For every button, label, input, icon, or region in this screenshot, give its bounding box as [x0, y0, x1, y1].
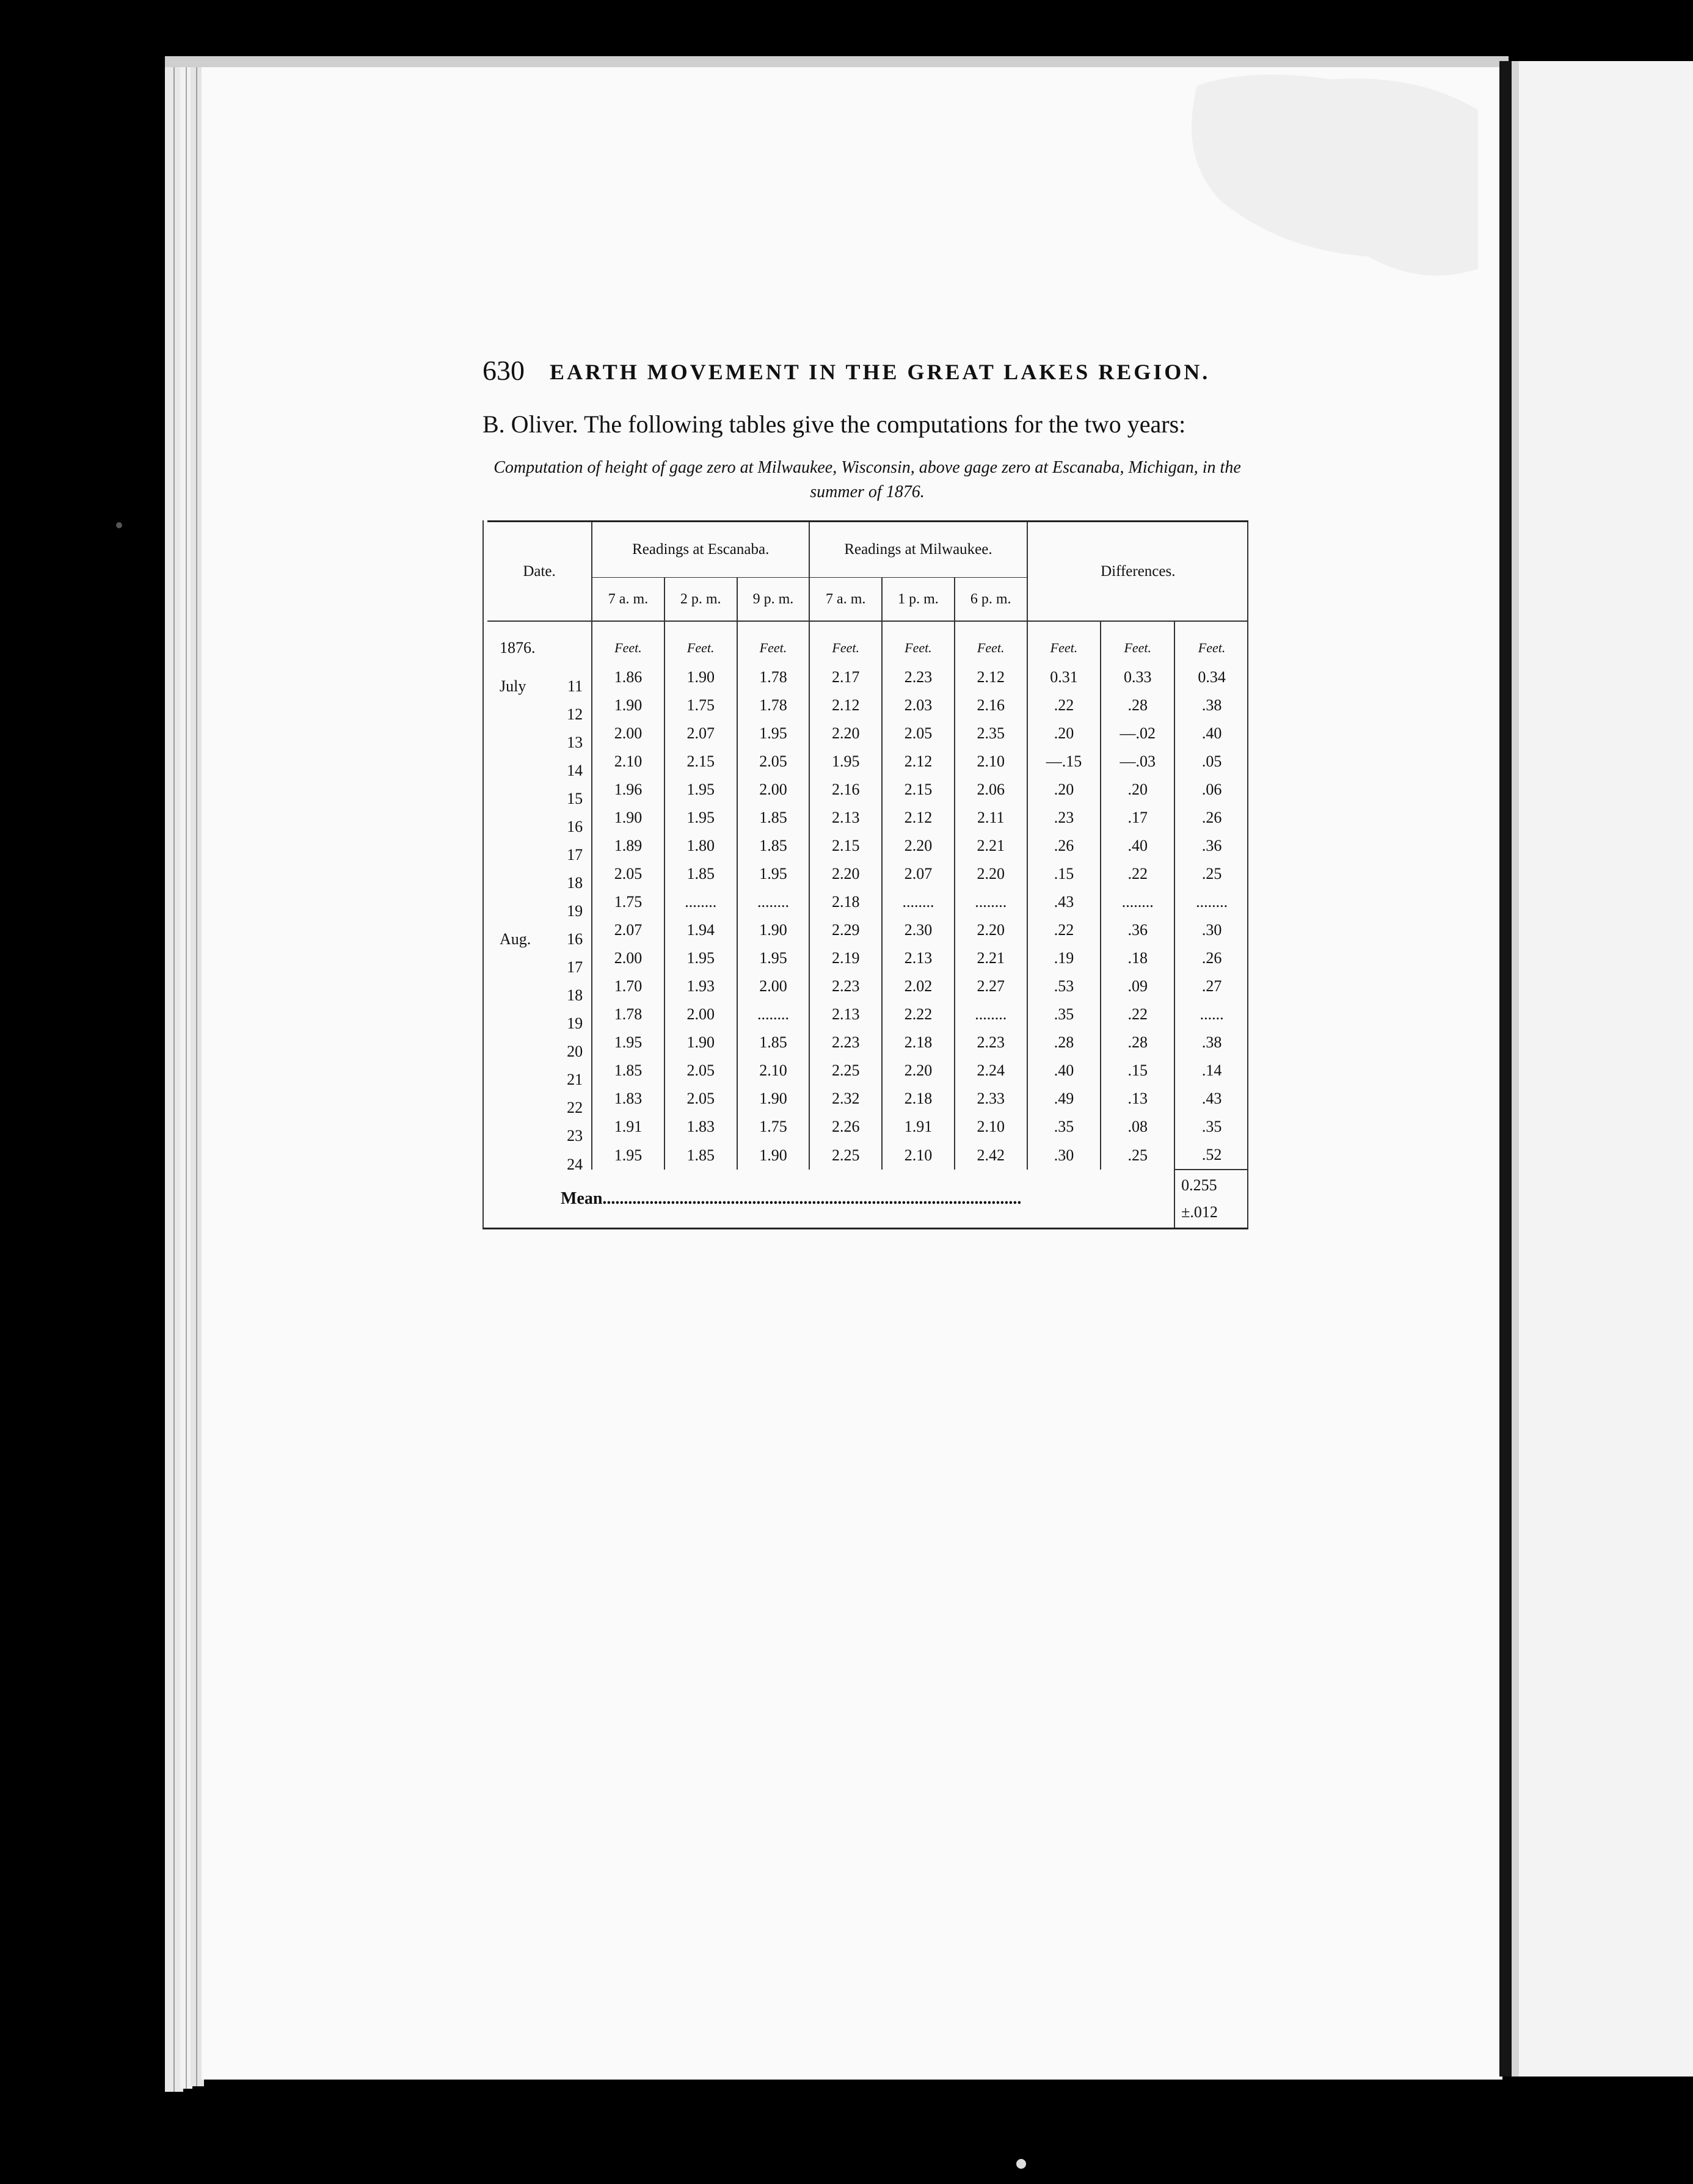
date-cell	[487, 1085, 592, 1116]
value-cell: 1.75	[592, 888, 664, 916]
value-cell: 1.75	[737, 1113, 810, 1141]
value-cell: .43	[1174, 1085, 1248, 1113]
value-cell: 1.93	[664, 972, 737, 1000]
value-cell: .09	[1101, 972, 1174, 1000]
value-cell: 1.95	[664, 944, 737, 972]
value-cell: 2.05	[664, 1057, 737, 1085]
value-cell: .38	[1174, 1028, 1248, 1057]
value-cell: 1.90	[737, 916, 810, 944]
value-cell: 2.23	[955, 1028, 1027, 1057]
value-cell: 1.85	[664, 1141, 737, 1170]
table-row	[487, 691, 1248, 719]
table-row	[487, 719, 1248, 748]
value-cell: 1.80	[664, 832, 737, 860]
value-cell: 1.89	[592, 832, 664, 860]
value-cell: 1.75	[664, 691, 737, 719]
value-cell: 1.95	[664, 804, 737, 832]
value-cell: 2.32	[809, 1085, 882, 1113]
differences-group-header: Differences.	[1027, 522, 1248, 622]
value-cell: 1.90	[664, 1028, 737, 1057]
value-cell: 2.18	[882, 1028, 955, 1057]
table-row	[487, 663, 1248, 691]
value-cell: 2.00	[737, 972, 810, 1000]
value-cell: —.03	[1101, 748, 1174, 776]
value-cell: 1.78	[737, 663, 810, 691]
col-header: 7 a. m.	[592, 578, 664, 622]
value-cell: .19	[1027, 944, 1101, 972]
value-cell: .53	[1027, 972, 1101, 1000]
mean-row	[487, 1170, 1248, 1228]
value-cell: 1.90	[592, 804, 664, 832]
date-cell	[487, 1000, 592, 1032]
value-cell: .06	[1174, 776, 1248, 804]
date-cell	[487, 1141, 592, 1173]
value-cell: 2.02	[882, 972, 955, 1000]
escanaba-group-header: Readings at Escanaba.	[592, 522, 809, 578]
value-cell: 2.26	[809, 1113, 882, 1141]
value-cell: .36	[1174, 832, 1248, 860]
value-cell: 2.27	[955, 972, 1027, 1000]
value-cell: 2.25	[809, 1141, 882, 1170]
value-cell: 2.29	[809, 916, 882, 944]
table-row	[487, 1000, 1248, 1028]
day-label: 19	[567, 902, 583, 920]
value-cell: 1.90	[737, 1085, 810, 1113]
value-cell: 1.78	[737, 691, 810, 719]
value-cell: 0.31	[1027, 663, 1101, 691]
value-cell: —.02	[1101, 719, 1174, 748]
table-row	[487, 888, 1248, 916]
day-label: 16	[567, 818, 583, 835]
value-cell: 1.86	[592, 663, 664, 691]
page-number: 630	[482, 355, 525, 386]
table-row	[487, 1057, 1248, 1085]
value-cell: 2.20	[955, 860, 1027, 888]
book-page	[482, 354, 1252, 1229]
date-cell	[487, 944, 592, 976]
value-cell: 2.06	[955, 776, 1027, 804]
value-cell: 1.91	[592, 1113, 664, 1141]
value-cell: 2.07	[882, 860, 955, 888]
value-cell: .30	[1174, 916, 1248, 944]
value-cell: 2.13	[809, 804, 882, 832]
value-cell: .26	[1174, 804, 1248, 832]
value-cell: 2.10	[737, 1057, 810, 1085]
day-label: 24	[567, 1155, 583, 1173]
value-cell: 2.10	[882, 1141, 955, 1170]
value-cell: 2.20	[809, 719, 882, 748]
value-cell: 2.10	[592, 748, 664, 776]
mean-values	[1174, 1170, 1248, 1228]
day-label: 16	[567, 930, 583, 948]
value-cell: .26	[1027, 832, 1101, 860]
value-cell: 2.23	[809, 1028, 882, 1057]
value-cell: 2.12	[882, 748, 955, 776]
value-cell: 2.33	[955, 1085, 1027, 1113]
value-cell: 0.33	[1101, 663, 1174, 691]
day-label: 17	[567, 958, 583, 976]
value-cell: .22	[1101, 860, 1174, 888]
value-cell: .14	[1174, 1057, 1248, 1085]
day-label: 18	[567, 986, 583, 1004]
value-cell: 2.17	[809, 663, 882, 691]
col-header: 7 a. m.	[809, 578, 882, 622]
value-cell: 2.30	[882, 916, 955, 944]
value-cell: 2.20	[809, 860, 882, 888]
day-label: 13	[567, 733, 583, 751]
table-row	[487, 832, 1248, 860]
value-cell: 2.00	[737, 776, 810, 804]
unit-label: Feet.	[664, 621, 737, 663]
value-cell: .05	[1174, 748, 1248, 776]
unit-label: Feet.	[809, 621, 882, 663]
value-cell: .40	[1101, 832, 1174, 860]
value-cell: 2.15	[664, 748, 737, 776]
value-cell: 2.00	[592, 944, 664, 972]
table-row	[487, 804, 1248, 832]
day-label: 17	[567, 846, 583, 864]
value-cell: .08	[1101, 1113, 1174, 1141]
value-cell: .28	[1101, 691, 1174, 719]
value-cell: 2.19	[809, 944, 882, 972]
value-cell: .15	[1027, 860, 1101, 888]
day-label: 14	[567, 762, 583, 779]
date-cell	[487, 1028, 592, 1060]
value-cell: .22	[1027, 691, 1101, 719]
day-label: 11	[567, 677, 583, 695]
unit-label: Feet.	[1027, 621, 1101, 663]
value-cell: 1.85	[737, 832, 810, 860]
mean-label: Mean..................................................................................................	[561, 1188, 1022, 1208]
value-cell: .35	[1027, 1113, 1101, 1141]
date-header: Date.	[487, 522, 592, 622]
value-cell: 2.07	[664, 719, 737, 748]
value-cell: ........	[737, 888, 810, 916]
unit-label: Feet.	[882, 621, 955, 663]
col-header: 1 p. m.	[882, 578, 955, 622]
day-label: 12	[567, 705, 583, 723]
value-cell: ........	[1174, 888, 1248, 916]
value-cell: 0.34	[1174, 663, 1248, 691]
value-cell: 1.95	[737, 719, 810, 748]
value-cell: .20	[1027, 776, 1101, 804]
value-cell: 1.95	[737, 860, 810, 888]
value-cell: ........	[737, 1000, 810, 1028]
value-cell: .20	[1027, 719, 1101, 748]
value-cell: 1.95	[737, 944, 810, 972]
table-row	[487, 748, 1248, 776]
value-cell: 2.13	[882, 944, 955, 972]
value-cell: .35	[1174, 1113, 1248, 1141]
month-label: July	[500, 677, 526, 695]
value-cell: 1.85	[737, 804, 810, 832]
value-cell: 2.20	[955, 916, 1027, 944]
day-label: 21	[567, 1071, 583, 1088]
milwaukee-group-header: Readings at Milwaukee.	[809, 522, 1027, 578]
value-cell: 1.85	[664, 860, 737, 888]
value-cell: ........	[955, 888, 1027, 916]
value-cell: 2.18	[809, 888, 882, 916]
value-cell: 2.15	[809, 832, 882, 860]
table-row	[487, 944, 1248, 972]
value-cell: .52	[1174, 1141, 1248, 1170]
col-header: 9 p. m.	[737, 578, 810, 622]
value-cell: 2.23	[809, 972, 882, 1000]
value-cell: 2.22	[882, 1000, 955, 1028]
value-cell: 2.18	[882, 1085, 955, 1113]
date-cell	[487, 1113, 592, 1145]
running-head: EARTH MOVEMENT IN THE GREAT LAKES REGION.	[550, 360, 1211, 384]
table-row	[487, 860, 1248, 888]
table-row	[487, 1085, 1248, 1113]
value-cell: 1.85	[737, 1028, 810, 1057]
value-cell: 2.24	[955, 1057, 1027, 1085]
mean-value: 0.255	[1181, 1176, 1217, 1194]
value-cell: .38	[1174, 691, 1248, 719]
value-cell: .30	[1027, 1141, 1101, 1170]
table-row	[487, 916, 1248, 944]
value-cell: 2.20	[882, 1057, 955, 1085]
table-row	[487, 1141, 1248, 1170]
value-cell: .40	[1174, 719, 1248, 748]
value-cell: 2.15	[882, 776, 955, 804]
value-cell: .26	[1174, 944, 1248, 972]
value-cell: 1.70	[592, 972, 664, 1000]
value-cell: —.15	[1027, 748, 1101, 776]
value-cell: 1.85	[592, 1057, 664, 1085]
value-cell: 2.16	[955, 691, 1027, 719]
unit-label: Feet.	[955, 621, 1027, 663]
value-cell: 2.05	[737, 748, 810, 776]
date-cell	[487, 916, 592, 948]
page-header	[482, 354, 1252, 403]
date-cell	[487, 1057, 592, 1088]
unit-label: Feet.	[737, 621, 810, 663]
table-frame	[482, 520, 1248, 1229]
value-cell: 1.90	[737, 1141, 810, 1170]
value-cell: .13	[1101, 1085, 1174, 1113]
value-cell: 2.23	[882, 663, 955, 691]
value-cell: 2.07	[592, 916, 664, 944]
value-cell: .17	[1101, 804, 1174, 832]
header-row-groups	[487, 522, 1248, 578]
value-cell: .20	[1101, 776, 1174, 804]
value-cell: .22	[1027, 916, 1101, 944]
value-cell: 2.03	[882, 691, 955, 719]
mean-error: ±.012	[1181, 1203, 1218, 1221]
unit-label: Feet.	[1174, 621, 1248, 663]
value-cell: 1.83	[592, 1085, 664, 1113]
unit-row	[487, 621, 1248, 663]
value-cell: 2.11	[955, 804, 1027, 832]
value-cell: 1.95	[592, 1028, 664, 1057]
unit-label: Feet.	[592, 621, 664, 663]
date-cell	[487, 888, 592, 920]
day-label: 23	[567, 1127, 583, 1145]
value-cell: 1.95	[592, 1141, 664, 1170]
value-cell: 2.12	[882, 804, 955, 832]
value-cell: ........	[955, 1000, 1027, 1028]
value-cell: .25	[1174, 860, 1248, 888]
date-cell	[487, 776, 592, 807]
value-cell: .22	[1101, 1000, 1174, 1028]
date-cell	[487, 691, 592, 723]
value-cell: ........	[1101, 888, 1174, 916]
value-cell: 2.12	[955, 663, 1027, 691]
value-cell: 1.95	[664, 776, 737, 804]
value-cell: 1.95	[809, 748, 882, 776]
unit-label: Feet.	[1101, 621, 1174, 663]
table-caption: Computation of height of gage zero at Milwaukee, Wisconsin, above gage zero at Escanaba, Michigan, in the summer of 1876.	[493, 458, 1241, 501]
year-label: 1876.	[500, 639, 536, 657]
date-cell	[487, 832, 592, 864]
month-label: Aug.	[500, 930, 531, 948]
value-cell: 1.91	[882, 1113, 955, 1141]
value-cell: .40	[1027, 1057, 1101, 1085]
data-table	[487, 520, 1248, 1228]
value-cell: .35	[1027, 1000, 1101, 1028]
value-cell: 2.42	[955, 1141, 1027, 1170]
table-row	[487, 776, 1248, 804]
value-cell: .25	[1101, 1141, 1174, 1170]
value-cell: 2.13	[809, 1000, 882, 1028]
value-cell: .23	[1027, 804, 1101, 832]
table-body	[487, 663, 1248, 1173]
day-label: 18	[567, 874, 583, 892]
value-cell: 2.05	[592, 860, 664, 888]
intro-paragraph: B. Oliver. The following tables give the computations for the two years:	[482, 410, 1186, 438]
table-row	[487, 1028, 1248, 1057]
value-cell: 2.21	[955, 944, 1027, 972]
value-cell: 2.05	[882, 719, 955, 748]
day-label: 19	[567, 1014, 583, 1032]
value-cell: ........	[882, 888, 955, 916]
value-cell: ......	[1174, 1000, 1248, 1028]
value-cell: 2.12	[809, 691, 882, 719]
col-header: 2 p. m.	[664, 578, 737, 622]
date-cell	[487, 804, 592, 835]
value-cell: 2.00	[664, 1000, 737, 1028]
value-cell: 2.25	[809, 1057, 882, 1085]
value-cell: 2.00	[592, 719, 664, 748]
value-cell: 1.94	[664, 916, 737, 944]
value-cell: 1.90	[664, 663, 737, 691]
value-cell: .18	[1101, 944, 1174, 972]
value-cell: .15	[1101, 1057, 1174, 1085]
day-label: 20	[567, 1043, 583, 1060]
table-row	[487, 1113, 1248, 1141]
value-cell: 2.16	[809, 776, 882, 804]
date-cell	[487, 663, 592, 695]
col-header: 6 p. m.	[955, 578, 1027, 622]
value-cell: 1.96	[592, 776, 664, 804]
value-cell: 2.20	[882, 832, 955, 860]
value-cell: 1.90	[592, 691, 664, 719]
value-cell: 2.10	[955, 1113, 1027, 1141]
date-cell	[487, 972, 592, 1004]
table-row	[487, 972, 1248, 1000]
day-label: 15	[567, 790, 583, 807]
date-cell	[487, 860, 592, 892]
date-cell	[487, 748, 592, 779]
value-cell: 1.83	[664, 1113, 737, 1141]
value-cell: .36	[1101, 916, 1174, 944]
value-cell: 2.21	[955, 832, 1027, 860]
value-cell: .43	[1027, 888, 1101, 916]
value-cell: 2.05	[664, 1085, 737, 1113]
value-cell: ........	[664, 888, 737, 916]
value-cell: .49	[1027, 1085, 1101, 1113]
date-cell	[487, 719, 592, 751]
value-cell: 2.10	[955, 748, 1027, 776]
value-cell: .28	[1101, 1028, 1174, 1057]
value-cell: 1.78	[592, 1000, 664, 1028]
value-cell: 2.35	[955, 719, 1027, 748]
value-cell: .27	[1174, 972, 1248, 1000]
day-label: 22	[567, 1099, 583, 1116]
value-cell: .28	[1027, 1028, 1101, 1057]
